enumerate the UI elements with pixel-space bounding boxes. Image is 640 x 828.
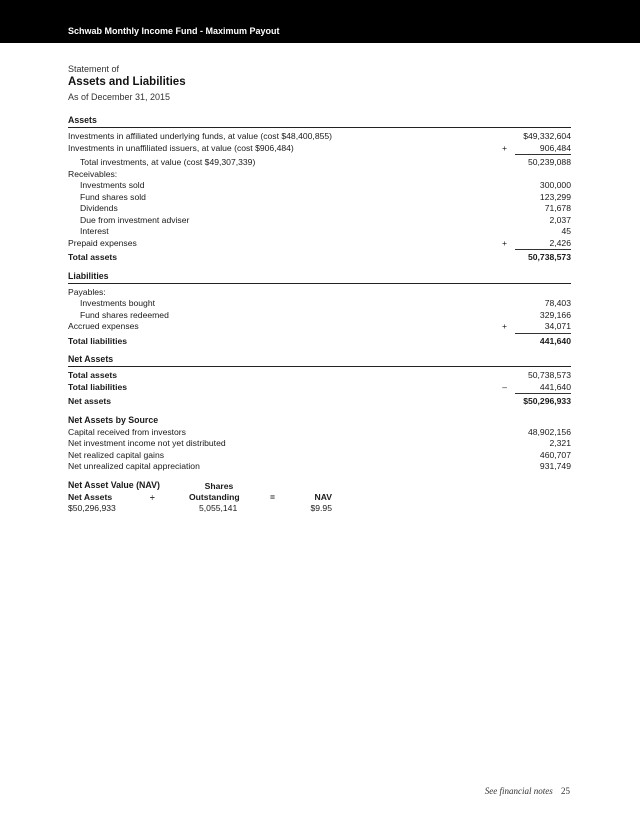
row-label: Investments sold xyxy=(80,180,145,190)
prepaid-expenses-row xyxy=(68,238,571,250)
receivable-row xyxy=(68,180,571,192)
row-value: 329,166 xyxy=(539,309,571,320)
row-label: Capital received from investors xyxy=(68,426,186,437)
statement-date: As of December 31, 2015 xyxy=(68,92,171,102)
total-assets-row xyxy=(68,252,571,264)
net-assets-col-header: Net Assets xyxy=(68,492,113,502)
total-liabilities-row xyxy=(68,336,571,348)
assets-affiliated-row xyxy=(68,131,571,143)
row-label: Total liabilities xyxy=(68,335,128,346)
nav-heading: Net Asset Value (NAV) xyxy=(68,479,160,490)
row-value: 441,640 xyxy=(539,335,571,346)
shares-header-bottom: Outstanding xyxy=(189,492,240,502)
assets-heading: Assets xyxy=(68,114,571,128)
row-value: 2,321 xyxy=(549,438,571,448)
nav-col-header: NAV xyxy=(314,492,332,502)
source-row xyxy=(68,450,571,462)
payable-row xyxy=(68,310,571,322)
statement-title: Assets and Liabilities xyxy=(68,76,186,88)
fund-header-bar xyxy=(0,0,640,43)
row-value: 78,403 xyxy=(544,298,571,308)
row-value: 2,037 xyxy=(549,214,571,225)
row-label: Total assets xyxy=(68,370,118,380)
fund-name: Schwab Monthly Income Fund - Maximum Payout xyxy=(68,26,280,36)
receivable-row xyxy=(68,226,571,238)
row-value: 300,000 xyxy=(539,180,571,190)
row-value: $49,332,604 xyxy=(523,131,571,141)
net-assets-by-source-heading: Net Assets by Source xyxy=(68,414,159,425)
nav-value: $9.95 xyxy=(310,503,332,513)
net-assets-row xyxy=(68,396,571,408)
nav-net-assets-value: $50,296,933 xyxy=(68,503,116,513)
row-label: Net investment income not yet distributed xyxy=(68,438,226,448)
row-value: 460,707 xyxy=(539,449,571,460)
divide-operator: ÷ xyxy=(150,492,155,502)
net-assets-heading: Net Assets xyxy=(68,353,571,367)
row-label: Fund shares redeemed xyxy=(80,309,169,320)
page-footer xyxy=(485,786,570,796)
assets-total-investments-row xyxy=(68,157,571,169)
row-value: $50,296,933 xyxy=(523,396,571,406)
accrued-expenses-row xyxy=(68,321,571,333)
row-label: Net unrealized capital appreciation xyxy=(68,461,200,471)
financial-notes-reference: See financial notes xyxy=(484,786,553,796)
statement-label: Statement of xyxy=(68,64,120,74)
row-label: Net realized capital gains xyxy=(68,449,165,460)
receivables-label-row xyxy=(68,169,571,181)
row-label: Investments in unaffiliated issuers, at value (cost $906,484) xyxy=(68,142,294,153)
row-value: 45 xyxy=(561,226,571,236)
row-label: Payables: xyxy=(68,286,106,297)
receivable-row xyxy=(68,192,571,204)
payables-label-row xyxy=(68,287,571,299)
shares-header-top: Shares xyxy=(204,481,234,491)
row-label: Total liabilities xyxy=(68,381,128,392)
row-value: 931,749 xyxy=(539,461,571,471)
minus-sign: – xyxy=(502,381,507,392)
row-value: 441,640 xyxy=(515,382,571,395)
assets-unaffiliated-row xyxy=(68,143,571,155)
row-label: Investments bought xyxy=(80,298,156,308)
receivable-row xyxy=(68,215,571,227)
row-value: 2,426 xyxy=(515,238,571,251)
row-label: Dividends xyxy=(80,203,118,213)
row-value: 71,678 xyxy=(544,203,571,213)
equals-operator: = xyxy=(270,492,276,502)
plus-sign: + xyxy=(501,321,507,331)
nav-shares-value: 5,055,141 xyxy=(199,503,238,513)
row-value: 50,239,088 xyxy=(527,157,571,167)
plus-sign: + xyxy=(501,142,507,153)
row-label: Accrued expenses xyxy=(68,321,139,331)
row-value: 906,484 xyxy=(515,143,571,156)
net-total-liabilities-row xyxy=(68,382,571,394)
liabilities-heading: Liabilities xyxy=(68,270,571,284)
net-total-assets-row xyxy=(68,370,571,382)
row-label: Total assets xyxy=(68,252,118,262)
source-row xyxy=(68,427,571,439)
receivable-row xyxy=(68,203,571,215)
row-label: Interest xyxy=(80,226,109,236)
row-value: 48,902,156 xyxy=(527,426,571,437)
row-label: Receivables: xyxy=(68,168,118,179)
row-label: Total investments, at value (cost $49,307,339) xyxy=(80,157,256,167)
plus-sign: + xyxy=(501,237,507,248)
row-label: Investments in affiliated underlying funds, at value (cost $48,400,855) xyxy=(68,131,333,141)
payable-row xyxy=(68,298,571,310)
statement-table xyxy=(68,114,571,492)
row-label: Due from investment adviser xyxy=(80,214,190,225)
row-label: Fund shares sold xyxy=(80,191,146,202)
row-value: 34,071 xyxy=(515,321,571,334)
row-value: 50,738,573 xyxy=(527,370,571,380)
source-row xyxy=(68,461,571,473)
row-value: 123,299 xyxy=(539,191,571,202)
row-label: Net assets xyxy=(68,396,111,406)
row-label: Prepaid expenses xyxy=(68,237,137,248)
source-row xyxy=(68,438,571,450)
page-number: 25 xyxy=(561,786,570,796)
row-value: 50,738,573 xyxy=(527,252,571,262)
